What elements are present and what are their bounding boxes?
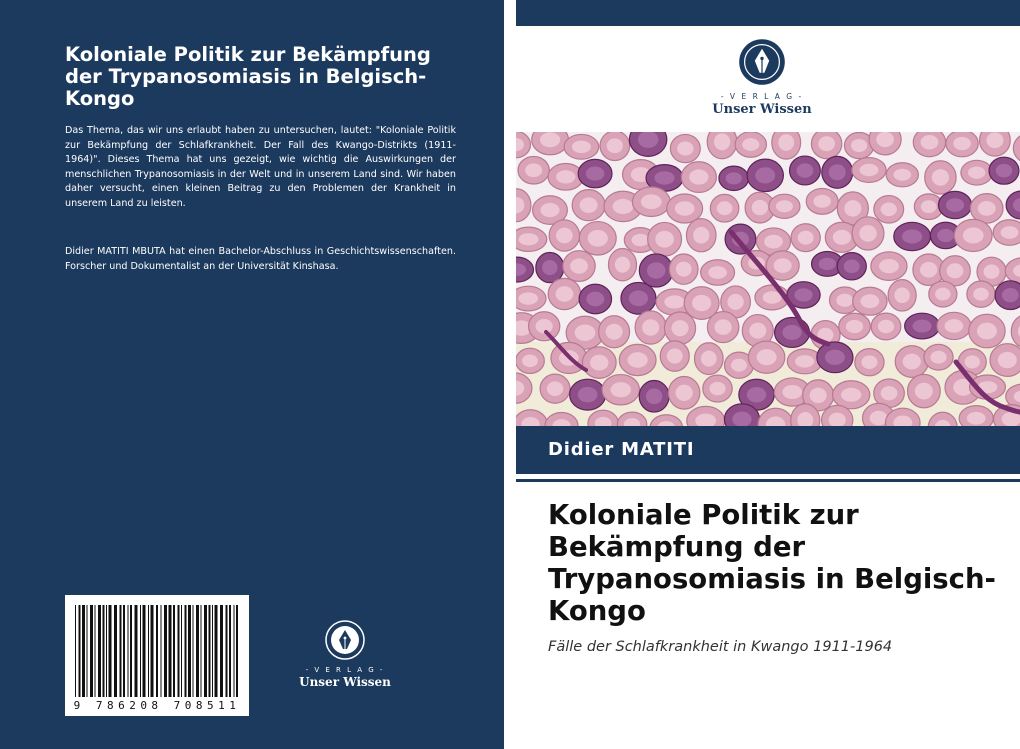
cell-center [580, 197, 598, 213]
cell-center [540, 132, 560, 147]
back-publisher-logo [296, 620, 394, 689]
cell-center [878, 320, 894, 333]
cell-center [921, 200, 937, 213]
cell-center [628, 352, 648, 368]
barcode-bar [123, 605, 125, 697]
barcode-bar [151, 605, 154, 697]
cell-center [844, 259, 860, 273]
barcode-bar [201, 605, 202, 697]
cell-center [689, 169, 708, 184]
cell-center [664, 295, 685, 308]
cell-center [556, 228, 573, 244]
barcode-bar [185, 605, 187, 697]
front-cover-subtitle: Fälle der Schlafkrankheit in Kwango 1911-1964 [548, 639, 893, 655]
publisher-verlag-label: - V E R L A G - [720, 92, 804, 101]
barcode-bar [82, 605, 85, 697]
barcode-bar [220, 605, 223, 697]
cell-center [876, 132, 894, 147]
cell-center [613, 199, 634, 214]
barcode-bar [178, 605, 180, 697]
cell-center [920, 262, 937, 278]
cell-center [727, 294, 743, 310]
cell-center [731, 359, 747, 372]
cell-center [518, 233, 538, 245]
cell-center [921, 135, 939, 149]
cell-center [647, 262, 666, 279]
cell-center [879, 259, 899, 273]
cell-center [996, 164, 1012, 178]
fountain-pen-nib-icon [325, 620, 365, 660]
barcode-bar [128, 605, 129, 697]
cell-center [629, 290, 648, 306]
cell-center [675, 201, 695, 216]
barcode-bar [204, 605, 207, 697]
cell-center [692, 295, 711, 311]
cell-center [586, 292, 604, 307]
cell-center [1001, 226, 1019, 239]
blood-smear-micrograph [516, 132, 1020, 426]
fountain-pen-nib-icon [738, 38, 786, 86]
cell-center [953, 137, 971, 150]
barcode-bar [234, 605, 235, 697]
cell-center [945, 319, 964, 333]
publisher-name: Unser Wissen [299, 675, 391, 689]
cell-center [578, 387, 598, 402]
cell-center [575, 324, 596, 340]
cell-center [518, 292, 538, 304]
cell-center [860, 294, 879, 308]
cell-center [819, 258, 836, 270]
cell-center [859, 225, 876, 242]
cell-center [825, 350, 845, 365]
cell-center [709, 382, 725, 395]
cell-center [714, 133, 730, 150]
cell-center [655, 231, 674, 248]
cell-center [978, 201, 996, 216]
barcode-bar [143, 605, 146, 697]
spine [504, 0, 516, 749]
barcode-bar [236, 605, 238, 697]
cell-center [547, 381, 563, 396]
cell-center [902, 229, 922, 243]
barcode-bar [181, 605, 182, 697]
cell-center [764, 235, 783, 249]
cell-center [965, 355, 980, 368]
barcode-bar [103, 605, 105, 697]
cell-center [833, 230, 851, 245]
cell-center [755, 167, 775, 183]
cell-center [836, 294, 853, 307]
cell-center [946, 198, 964, 212]
barcode-bar [156, 605, 158, 697]
cell-center [947, 263, 964, 278]
cell-center [912, 320, 931, 333]
cell-center [795, 355, 814, 367]
cell-center [671, 320, 688, 336]
cell-center [667, 348, 683, 363]
cell-center [757, 349, 777, 365]
barcode-bar [130, 605, 132, 697]
barcode-bar [196, 605, 199, 697]
cell-center [881, 202, 897, 216]
cell-center [860, 164, 879, 176]
isbn-number: 9 786208 708511 [73, 699, 241, 712]
cell-center [818, 136, 835, 151]
back-cover-title: Koloniale Politik zur Bekämpfung der Trypanosomiasis in Belgisch-Kongo [65, 43, 431, 110]
cell-center [749, 323, 766, 339]
cell-center [841, 388, 861, 402]
barcode-bar [226, 605, 228, 697]
cell-center [973, 288, 989, 301]
barcode-bar [87, 605, 88, 697]
divider-rule [516, 479, 1020, 482]
cell-center [763, 291, 782, 303]
barcode-bar [90, 605, 93, 697]
barcode-bar [229, 605, 231, 697]
cell-center [903, 354, 921, 370]
cell-center [708, 266, 727, 279]
cell-center [726, 172, 742, 184]
barcode-bar [95, 605, 96, 697]
cell-center [798, 231, 814, 245]
cell-center [701, 351, 717, 367]
cell-center [588, 230, 608, 247]
cell-center [742, 138, 759, 151]
front-publisher-logo [702, 38, 822, 117]
publisher-verlag-label: - V E R L A G - [305, 666, 385, 674]
barcode-bar [120, 605, 122, 697]
cell-center [774, 258, 792, 273]
cell-center [870, 411, 888, 426]
cell-center [813, 195, 831, 208]
cell-center [752, 200, 768, 215]
cell-center [607, 138, 623, 153]
barcode-bar [161, 605, 162, 697]
cell-center [894, 287, 909, 303]
cell-center [632, 234, 650, 246]
cell-center [776, 200, 793, 212]
barcode-bar [114, 605, 117, 697]
author-bio: Didier MATITI MBUTA hat einen Bachelor-Abschluss in Geschichtswissenschaften. Forscher und Dokumentalist an der Universität Kinshasa. [65, 246, 456, 272]
barcode-bar [75, 605, 76, 697]
cell-center [747, 387, 766, 402]
barcode-bar [98, 605, 101, 697]
cell-center [525, 163, 542, 177]
cell-center [676, 262, 692, 277]
cell-center [717, 201, 733, 215]
cell-center [937, 229, 954, 242]
cell-center [615, 257, 630, 273]
cell-center [932, 169, 949, 186]
cell-center [986, 132, 1003, 148]
cell-center [677, 142, 693, 156]
cell-center [606, 324, 623, 340]
cell-center [984, 264, 1000, 278]
cell-center [590, 355, 609, 371]
cell-center [778, 134, 794, 151]
cell-center [967, 412, 986, 425]
cell-center [977, 323, 997, 340]
cell-center [861, 355, 877, 369]
cell-center [646, 388, 662, 404]
cell-center [851, 139, 867, 152]
cell-center [540, 203, 559, 217]
barcode-bar [135, 605, 138, 697]
barcode-bar [215, 605, 218, 697]
cell-center [586, 166, 605, 180]
barcode-bar [164, 605, 167, 697]
barcode-bar [169, 605, 172, 697]
cell-center [893, 169, 911, 181]
cell-center [782, 385, 802, 399]
barcode-bar [209, 605, 211, 697]
cell-center [570, 258, 588, 273]
cell-center [915, 383, 933, 400]
cell-center [810, 388, 827, 404]
barcode-bar [173, 605, 175, 697]
cell-center [968, 166, 985, 178]
cell-center [963, 227, 984, 243]
cell-center [522, 355, 538, 368]
cell-center [542, 260, 557, 275]
cell-center [998, 352, 1017, 368]
cell-center [844, 200, 861, 217]
cell-center [693, 227, 709, 244]
cell-center [935, 288, 950, 301]
front-top-band [516, 0, 1020, 26]
back-cover [0, 0, 504, 749]
cell-center [1002, 288, 1019, 302]
back-cover-blurb: Das Thema, das wir uns erlaubt haben zu untersuchen, lautet: "Koloniale Politik zur Bekämpfung der Schlafkrankheit. Der Fall des Kwango-Distrikts (1911-1964)". Dieses Thema hat uns gezeigt, wie wichtig die Auswirkungen der menschlichen Trypanosomiasis in der Welt und in unserem Land sind. Wir haben daher versucht, einen kleinen Beitrag zu den Problemen der Krankheit in unserem Land zu leisten. [65, 125, 456, 209]
barcode-bar [140, 605, 141, 697]
cell-center [829, 164, 846, 180]
cell-center [675, 385, 692, 401]
cell-center [881, 386, 898, 400]
barcode-bar [188, 605, 191, 697]
front-author-name: Didier MATITI [548, 439, 695, 460]
cell-center [930, 351, 946, 364]
cell-center [782, 325, 801, 340]
barcode-bar [193, 605, 194, 697]
barcode-bars [73, 605, 241, 697]
barcode-bar [109, 605, 112, 697]
cell-center [846, 320, 863, 333]
cell-center [714, 319, 731, 335]
front-cover-title: Koloniale Politik zur Bekämpfung der Trypanosomiasis in Belgisch-Kongo [548, 499, 996, 627]
cell-center [556, 170, 575, 183]
cell-center [654, 171, 674, 184]
cell-center [794, 288, 812, 301]
cell-center [642, 319, 659, 336]
cell-center [555, 286, 573, 302]
publisher-name: Unser Wissen [712, 102, 812, 117]
cell-center [611, 382, 632, 397]
cell-center [572, 141, 591, 153]
barcode-bar [79, 605, 81, 697]
cell-center [641, 194, 662, 209]
barcode-bar [106, 605, 107, 697]
barcode-bar [212, 605, 213, 697]
isbn-barcode [65, 595, 249, 716]
barcode-bar [148, 605, 149, 697]
cell-center [796, 163, 813, 177]
author-bar [516, 426, 1020, 474]
